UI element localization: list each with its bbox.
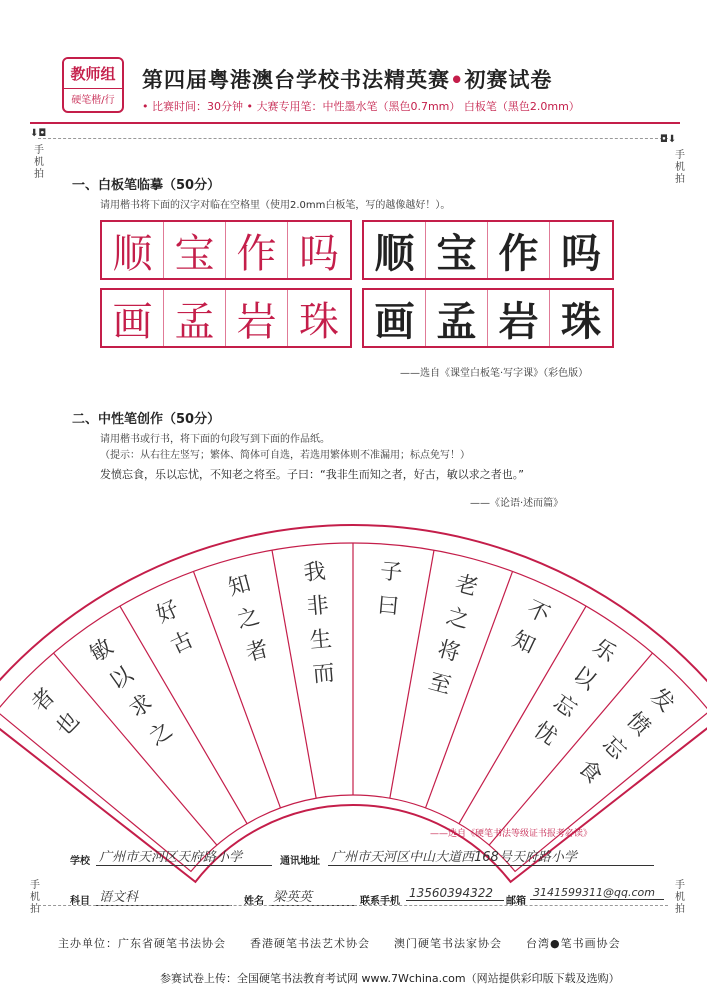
fan-char: 子 bbox=[379, 559, 404, 587]
email-label: 邮箱 bbox=[506, 896, 526, 907]
section2-heading: 二、中性笔创作（50分） bbox=[72, 412, 221, 427]
fan-column bbox=[376, 559, 403, 620]
model-char: 作 bbox=[226, 222, 288, 278]
fan-char: 敏 bbox=[85, 634, 119, 668]
fan-char: 乐 bbox=[587, 634, 621, 668]
section2-instruction: 请用楷书或行书，将下面的句段写到下面的作品纸。 bbox=[100, 434, 330, 445]
camera-icon-left-top: ⬇◘ bbox=[30, 128, 47, 139]
fan-char: 也 bbox=[51, 707, 85, 742]
section1-source: ——选自《课堂白板笔·写字课》（彩色版） bbox=[400, 368, 589, 379]
fan-char: 之 bbox=[234, 603, 263, 634]
fan-column bbox=[508, 596, 553, 659]
subtitle: • 比赛时间：30分钟 • 大赛专用笔：中性墨水笔（黑色0.7mm） 白板笔（黑色2.0mm） bbox=[142, 100, 580, 113]
side-label-right-bottom: 手机拍 bbox=[675, 880, 685, 915]
fan-char: 至 bbox=[425, 669, 454, 700]
fan-char: 古 bbox=[167, 627, 198, 660]
bottom-dashed-line bbox=[38, 905, 668, 906]
fan-char: 不 bbox=[522, 596, 554, 629]
fan-char: 我 bbox=[302, 559, 327, 587]
section1-instruction: 请用楷书将下面的汉字对临在空格里（使用2.0mm白板笔，写的越像越好！）。 bbox=[100, 200, 451, 211]
side-label-left-top: 手机拍 bbox=[34, 145, 44, 180]
side-label-left-bottom: 手机拍 bbox=[30, 880, 40, 915]
copy-char: 岩 bbox=[488, 290, 550, 346]
copy-char: 宝 bbox=[426, 222, 488, 278]
organizers: 主办单位：广东省硬笔书法协会 香港硬笔书法艺术协会 澳门硬笔书法家协会 台湾●笔书画协会 bbox=[58, 937, 621, 950]
fan-char: 之 bbox=[443, 603, 472, 634]
model-char: 珠 bbox=[299, 298, 339, 345]
section2-text: 发愤忘食，乐以忘忧，不知老之将至。子曰：“我非生而知之者，好古，敏以求之者也。” bbox=[100, 468, 524, 481]
fan-divider bbox=[390, 550, 434, 798]
fan-char: 生 bbox=[308, 627, 333, 654]
section2-source: ——《论语·述而篇》 bbox=[470, 498, 564, 509]
fan-column bbox=[226, 571, 272, 667]
fan-char: 非 bbox=[305, 593, 330, 620]
fan-char: 食 bbox=[572, 755, 607, 789]
name-field[interactable]: 梁英英 bbox=[270, 886, 356, 906]
model-char: 顺 bbox=[102, 222, 164, 278]
subject-field[interactable]: 语文科 bbox=[96, 886, 232, 906]
fan-char: 忘 bbox=[548, 689, 581, 724]
fan-column bbox=[27, 684, 84, 741]
copy-char: 画 bbox=[364, 290, 426, 346]
fan-column bbox=[303, 559, 336, 687]
fan-char: 知 bbox=[225, 571, 254, 602]
address-label: 通讯地址 bbox=[280, 856, 320, 867]
fan-char: 者 bbox=[243, 636, 272, 667]
fan-source: ——选自《硬笔书法等级证书报考必读》 bbox=[430, 829, 593, 839]
subject-label: 科目 bbox=[70, 896, 90, 907]
fan-column bbox=[153, 596, 198, 659]
model-char: 画 bbox=[102, 290, 164, 346]
fan-char: 之 bbox=[144, 717, 178, 751]
fan-char: 求 bbox=[125, 689, 158, 724]
fan-char: 忘 bbox=[597, 731, 631, 765]
fan-char: 而 bbox=[311, 660, 336, 688]
section2-tip: （提示：从右往左竖写；繁体、简体可自选，若选用繁体则不准漏用；标点免写！） bbox=[100, 450, 470, 461]
fan-column bbox=[573, 684, 679, 789]
fan-divider bbox=[272, 550, 316, 798]
upload-note: 参赛试卷上传：全国硬笔书法教育考试网 www.7Wchina.com（网站提供彩印版下载及选购） bbox=[160, 972, 620, 985]
fan-frame bbox=[0, 525, 707, 882]
fan-char: 以 bbox=[568, 662, 601, 696]
school-label: 学校 bbox=[70, 856, 90, 867]
side-label-right-top: 手机拍 bbox=[675, 150, 685, 185]
fan-char: 以 bbox=[105, 662, 138, 696]
camera-icon-right-top: ◘⬇ bbox=[660, 134, 677, 145]
fan-divider bbox=[193, 571, 280, 808]
section1-heading: 一、白板笔临摹（50分） bbox=[72, 178, 221, 193]
fan-char: 知 bbox=[508, 627, 539, 660]
fan-column bbox=[529, 634, 621, 750]
fan-char: 老 bbox=[452, 571, 481, 602]
model-char: 宝 bbox=[164, 222, 226, 278]
phone-field[interactable]: 13560394322 bbox=[406, 886, 504, 901]
name-label: 姓名 bbox=[244, 896, 264, 907]
badge-top: 教师组 bbox=[64, 59, 122, 89]
fan-char: 愤 bbox=[621, 707, 655, 742]
address-field[interactable]: 广州市天河区中山大道西168号天府路小学 bbox=[328, 846, 654, 866]
title-separator: • bbox=[450, 68, 465, 92]
badge-bottom: 硬笔楷/行 bbox=[71, 95, 115, 106]
model-char: 岩 bbox=[226, 290, 288, 346]
school-field[interactable]: 广州市天河区天府路小学 bbox=[96, 846, 272, 866]
model-char: 孟 bbox=[164, 290, 226, 346]
fan-char: 曰 bbox=[376, 593, 401, 620]
copy-char: 孟 bbox=[426, 290, 488, 346]
fan-char: 者 bbox=[27, 683, 61, 718]
copy-char: 吗 bbox=[561, 229, 601, 277]
email-field[interactable]: 3141599311@qq.com bbox=[530, 886, 664, 900]
fan-column bbox=[86, 634, 177, 750]
fan-char: 好 bbox=[152, 596, 184, 629]
phone-label: 联系手机 bbox=[360, 896, 400, 907]
fan-char: 将 bbox=[434, 636, 463, 667]
fan-char: 忧 bbox=[528, 717, 562, 751]
model-char: 吗 bbox=[299, 230, 339, 277]
title-main: 第四届粤港澳台学校书法精英赛 bbox=[142, 68, 450, 92]
copy-char: 顺 bbox=[364, 222, 426, 278]
copy-char: 珠 bbox=[561, 297, 601, 345]
title-tail: 初赛试卷 bbox=[464, 68, 553, 92]
copy-char: 作 bbox=[488, 222, 550, 278]
fan-char: 发 bbox=[645, 683, 679, 718]
